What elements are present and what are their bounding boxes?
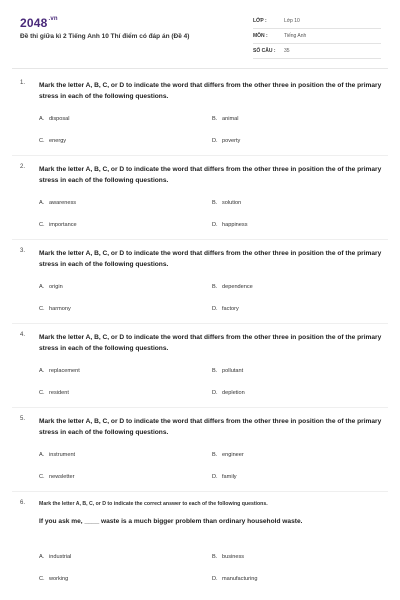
brand-logo[interactable] — [20, 16, 58, 30]
meta-value: Lớp 10 — [284, 18, 300, 24]
option-a[interactable] — [39, 554, 71, 560]
question-number: 5. — [20, 416, 26, 422]
option-letter: B. — [212, 554, 218, 560]
meta-label: LỚP : — [253, 18, 267, 24]
option-text: business — [222, 554, 245, 560]
option-text: resident — [49, 390, 69, 396]
option-letter: C. — [39, 306, 45, 312]
option-letter: A. — [39, 116, 45, 122]
page-header — [0, 0, 400, 64]
option-letter: C. — [39, 474, 45, 480]
option-letter: C. — [39, 138, 45, 144]
option-c[interactable] — [39, 306, 71, 312]
option-text: factory — [222, 306, 239, 312]
option-letter: B. — [212, 368, 218, 374]
option-c[interactable] — [39, 390, 69, 396]
question-instruction: Mark the letter A, B, C, or D to indicate the correct answer to each of the following questions. — [39, 501, 268, 507]
option-b[interactable] — [212, 554, 244, 560]
option-letter: D. — [212, 138, 218, 144]
question-number: 3. — [20, 248, 26, 254]
option-c[interactable] — [39, 576, 68, 582]
option-text: industrial — [49, 554, 72, 560]
question-stem: If you ask me, ____ waste is a much bigger problem than ordinary household waste. — [39, 518, 303, 525]
option-text: replacement — [49, 368, 80, 374]
question-separator — [12, 323, 388, 324]
question-text: Mark the letter A, B, C, or D to indicate the word that differs from the other three in position the of the primary stress in each of the following questions. — [39, 82, 382, 100]
option-b[interactable] — [212, 368, 243, 374]
option-b[interactable] — [212, 284, 253, 290]
option-text: newsletter — [49, 474, 75, 480]
option-text: engineer — [222, 452, 244, 458]
option-letter: B. — [212, 452, 218, 458]
option-letter: D. — [212, 576, 218, 582]
option-letter: D. — [212, 306, 218, 312]
option-letter: B. — [212, 116, 218, 122]
option-text: disposal — [49, 116, 70, 122]
question-text: Mark the letter A, B, C, or D to indicate the word that differs from the other three in position the of the primary stress in each of the following questions. — [39, 334, 382, 352]
option-d[interactable] — [212, 474, 237, 480]
option-letter: D. — [212, 474, 218, 480]
option-text: instrument — [49, 452, 76, 458]
meta-label: SỐ CÂU : — [253, 48, 276, 54]
option-text: importance — [49, 222, 77, 228]
option-letter: A. — [39, 284, 45, 290]
question-number: 6. — [20, 500, 26, 506]
header-divider — [12, 68, 388, 69]
question-number: 2. — [20, 164, 26, 170]
question-text: Mark the letter A, B, C, or D to indicate the word that differs from the other three in position the of the primary stress in each of the following questions. — [39, 418, 382, 436]
option-text: happiness — [222, 222, 248, 228]
option-c[interactable] — [39, 138, 66, 144]
option-a[interactable] — [39, 200, 76, 206]
question-number: 4. — [20, 332, 26, 338]
option-text: energy — [49, 138, 67, 144]
meta-value: Tiếng Anh — [284, 33, 307, 39]
option-letter: A. — [39, 452, 45, 458]
option-text: manufacturing — [222, 576, 258, 582]
option-d[interactable] — [212, 222, 248, 228]
meta-value: 35 — [284, 48, 290, 54]
option-text: pollutant — [222, 368, 244, 374]
option-b[interactable] — [212, 452, 244, 458]
option-text: solution — [222, 200, 242, 206]
option-letter: C. — [39, 390, 45, 396]
option-c[interactable] — [39, 222, 77, 228]
option-d[interactable] — [212, 576, 257, 582]
question-text: Mark the letter A, B, C, or D to indicate the word that differs from the other three in position the of the primary stress in each of the following questions. — [39, 166, 382, 184]
brand-domain: .vn — [48, 16, 58, 22]
option-letter: C. — [39, 576, 45, 582]
option-a[interactable] — [39, 116, 70, 122]
meta-class-row — [253, 14, 381, 29]
option-b[interactable] — [212, 200, 241, 206]
option-letter: B. — [212, 284, 218, 290]
option-letter: C. — [39, 222, 45, 228]
option-text: poverty — [222, 138, 241, 144]
option-d[interactable] — [212, 138, 240, 144]
meta-count-row — [253, 44, 381, 59]
question-separator — [12, 491, 388, 492]
meta-label: MÔN : — [253, 33, 268, 39]
question-number: 1. — [20, 80, 26, 86]
option-a[interactable] — [39, 284, 63, 290]
option-c[interactable] — [39, 474, 75, 480]
brand-name: 2048 — [20, 16, 48, 30]
option-letter: D. — [212, 390, 218, 396]
option-d[interactable] — [212, 390, 245, 396]
option-letter: D. — [212, 222, 218, 228]
option-a[interactable] — [39, 452, 75, 458]
question-separator — [12, 239, 388, 240]
document-title: Đề thi giữa kì 2 Tiếng Anh 10 Thí điểm có đáp án (Đề 4) — [20, 33, 190, 40]
option-b[interactable] — [212, 116, 238, 122]
option-d[interactable] — [212, 306, 239, 312]
question-text: Mark the letter A, B, C, or D to indicate the word that differs from the other three in position the of the primary stress in each of the following questions. — [39, 250, 382, 268]
option-text: animal — [222, 116, 239, 122]
option-a[interactable] — [39, 368, 80, 374]
option-letter: B. — [212, 200, 218, 206]
question-separator — [12, 407, 388, 408]
question-separator — [12, 155, 388, 156]
option-text: depletion — [222, 390, 245, 396]
option-text: awareness — [49, 200, 77, 206]
exam-meta — [253, 14, 381, 59]
option-text: harmony — [49, 306, 71, 312]
option-letter: A. — [39, 368, 45, 374]
option-text: working — [49, 576, 69, 582]
option-text: origin — [49, 284, 63, 290]
meta-subject-row — [253, 29, 381, 44]
option-letter: A. — [39, 200, 45, 206]
option-letter: A. — [39, 554, 45, 560]
option-text: dependence — [222, 284, 253, 290]
option-text: family — [222, 474, 237, 480]
